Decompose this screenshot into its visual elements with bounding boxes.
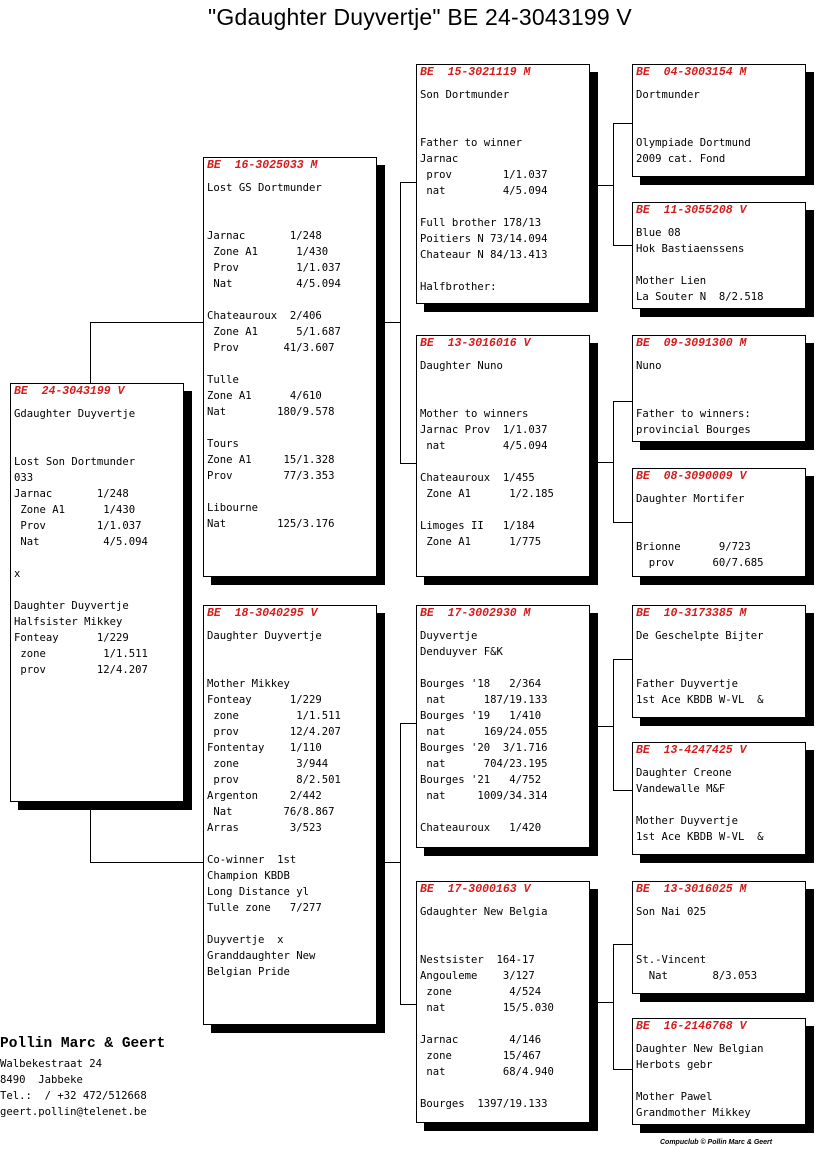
- connector: [613, 123, 614, 246]
- connector: [597, 462, 614, 463]
- connector: [597, 1002, 614, 1003]
- pigeon-details: Son Nai 025 St.-Vincent Nat 8/3.053: [636, 906, 758, 982]
- pigeon-details: Lost GS Dortmunder Jarnac 1/248 Zone A1 1/430 Prov 1/1.037 Nat 4/5.094 Chateauroux 2/406 Zone A1 5/1.687 Prov 41/3.607 Tulle Zone A1 4/610 Nat 180/9.578 Tours Zone A1 15/1.328 Prov 77/3.353 Libourne Nat 125/3.176: [207, 182, 341, 530]
- ring-number: BE 10-3173385 M: [636, 607, 747, 620]
- pigeon-details: Daughter Creone Vandewalle M&F Mother Duyvertje 1st Ace KBDB W-VL &: [636, 767, 764, 843]
- ring-number: BE 04-3003154 M: [636, 66, 747, 79]
- pigeon-details: Dortmunder Olympiade Dortmund 2009 cat. Fond: [636, 89, 751, 165]
- connector: [384, 862, 401, 863]
- connector: [400, 1004, 417, 1005]
- connector: [613, 659, 633, 660]
- ring-number: BE 16-3025033 M: [207, 159, 318, 172]
- ring-number: BE 17-3000163 V: [420, 883, 531, 896]
- connector: [90, 322, 204, 323]
- pigeon-details: Blue 08 Hok Bastiaenssens Mother Lien La Souter N 8/2.518: [636, 227, 764, 303]
- pigeon-details: Daughter New Belgian Herbots gebr Mother Pawel Grandmother Mikkey: [636, 1043, 764, 1119]
- connector: [400, 463, 417, 464]
- connector: [613, 944, 614, 1070]
- connector: [613, 401, 614, 523]
- ring-number: BE 09-3091300 M: [636, 337, 747, 350]
- pigeon-card-dam-sire[interactable]: [416, 605, 590, 848]
- pigeon-card-ddd[interactable]: [632, 1018, 806, 1125]
- ring-number: BE 13-3016016 V: [420, 337, 531, 350]
- connector: [597, 185, 614, 186]
- connector: [613, 1069, 633, 1070]
- owner-block: [0, 1034, 165, 1120]
- connector: [384, 322, 401, 323]
- connector: [400, 723, 401, 1005]
- ring-number: BE 13-3016025 M: [636, 883, 747, 896]
- pigeon-details: Gdaughter New Belgia Nestsister 164-17 Angouleme 3/127 zone 4/524 nat 15/5.030 Jarnac 4/146 zone 15/467 nat 68/4.940 Bourges 1397/19.133: [420, 906, 554, 1110]
- pigeon-card-dam-dam[interactable]: [416, 881, 590, 1123]
- pigeon-details: Daughter Nuno Mother to winners Jarnac Prov 1/1.037 nat 4/5.094 Chateauroux 1/455 Zone A1 1/2.185 Limoges II 1/184 Zone A1 1/775: [420, 360, 554, 548]
- owner-street: Walbekestraat 24: [0, 1058, 103, 1070]
- pigeon-card-dss[interactable]: [632, 605, 806, 718]
- connector: [613, 944, 633, 945]
- owner-name: Pollin Marc & Geert: [0, 1036, 166, 1052]
- ring-number: BE 08-3090009 V: [636, 470, 747, 483]
- connector: [400, 723, 417, 724]
- pigeon-card-sire-dam[interactable]: [416, 335, 590, 577]
- owner-city: 8490 Jabbeke: [0, 1074, 83, 1086]
- connector: [90, 862, 204, 863]
- ring-number: BE 15-3021119 M: [420, 66, 531, 79]
- pigeon-card-sdd[interactable]: [632, 468, 806, 577]
- connector: [400, 182, 401, 464]
- pigeon-details: Daughter Duyvertje Mother Mikkey Fonteay 1/229 zone 1/1.511 prov 12/4.207 Fontentay 1/110 zone 3/944 prov 8/2.501 Argenton 2/442 Nat 76/8.867 Arras 3/523 Co-winner 1st Champion KBDB Long Distance yl Tulle zone 7/277 Duyvertje x Granddaughter New Belgian Pride: [207, 630, 341, 978]
- pigeon-card-dds[interactable]: [632, 881, 806, 994]
- pigeon-card-sds[interactable]: [632, 335, 806, 442]
- pigeon-card-dam[interactable]: [203, 605, 377, 1025]
- connector: [400, 182, 417, 183]
- software-credit: Compuclub © Pollin Marc & Geert: [660, 1139, 773, 1146]
- connector: [613, 790, 633, 791]
- pedigree-title: "Gdaughter Duyvertje" BE 24-3043199 V: [208, 4, 632, 30]
- connector: [90, 322, 91, 384]
- pigeon-details: Son Dortmunder Father to winner Jarnac prov 1/1.037 nat 4/5.094 Full brother 178/13 Poitiers N 73/14.094 Chateaur N 84/13.413 Halfbrother:: [420, 89, 548, 293]
- connector: [597, 726, 614, 727]
- pigeon-details: Gdaughter Duyvertje Lost Son Dortmunder 033 Jarnac 1/248 Zone A1 1/430 Prov 1/1.037 Nat 4/5.094 x Daughter Duyvertje Halfsister Mikkey Fonteay 1/229 zone 1/1.511 prov 12/4.207: [14, 408, 148, 676]
- pigeon-card-sire-sire[interactable]: [416, 64, 590, 304]
- pigeon-card-subject[interactable]: [10, 383, 184, 802]
- connector: [613, 401, 633, 402]
- pigeon-card-sss[interactable]: [632, 64, 806, 177]
- connector: [613, 659, 614, 791]
- ring-number: BE 18-3040295 V: [207, 607, 318, 620]
- ring-number: BE 24-3043199 V: [14, 385, 125, 398]
- connector: [613, 522, 633, 523]
- connector: [613, 245, 633, 246]
- pigeon-card-dsd[interactable]: [632, 742, 806, 855]
- pigeon-card-sire[interactable]: [203, 157, 377, 577]
- ring-number: BE 16-2146768 V: [636, 1020, 747, 1033]
- ring-number: BE 17-3002930 M: [420, 607, 531, 620]
- ring-number: BE 11-3055208 V: [636, 204, 747, 217]
- pigeon-card-ssd[interactable]: [632, 202, 806, 309]
- owner-phone: Tel.: / +32 472/512668: [0, 1090, 147, 1102]
- connector: [613, 123, 633, 124]
- pigeon-details: Nuno Father to winners: provincial Bourges: [636, 360, 751, 436]
- connector: [90, 802, 91, 863]
- pigeon-details: Daughter Mortifer Brionne 9/723 prov 60/7.685: [636, 493, 764, 569]
- ring-number: BE 13-4247425 V: [636, 744, 747, 757]
- owner-email[interactable]: geert.pollin@telenet.be: [0, 1106, 147, 1118]
- pigeon-details: De Geschelpte Bijter Father Duyvertje 1st Ace KBDB W-VL &: [636, 630, 764, 706]
- pigeon-details: Duyvertje Denduyver F&K Bourges '18 2/364 nat 187/19.133 Bourges '19 1/410 nat 169/24.055 Bourges '20 3/1.716 nat 704/23.195 Bourges '21 4/752 nat 1009/34.314 Chateauroux 1/420: [420, 630, 548, 834]
